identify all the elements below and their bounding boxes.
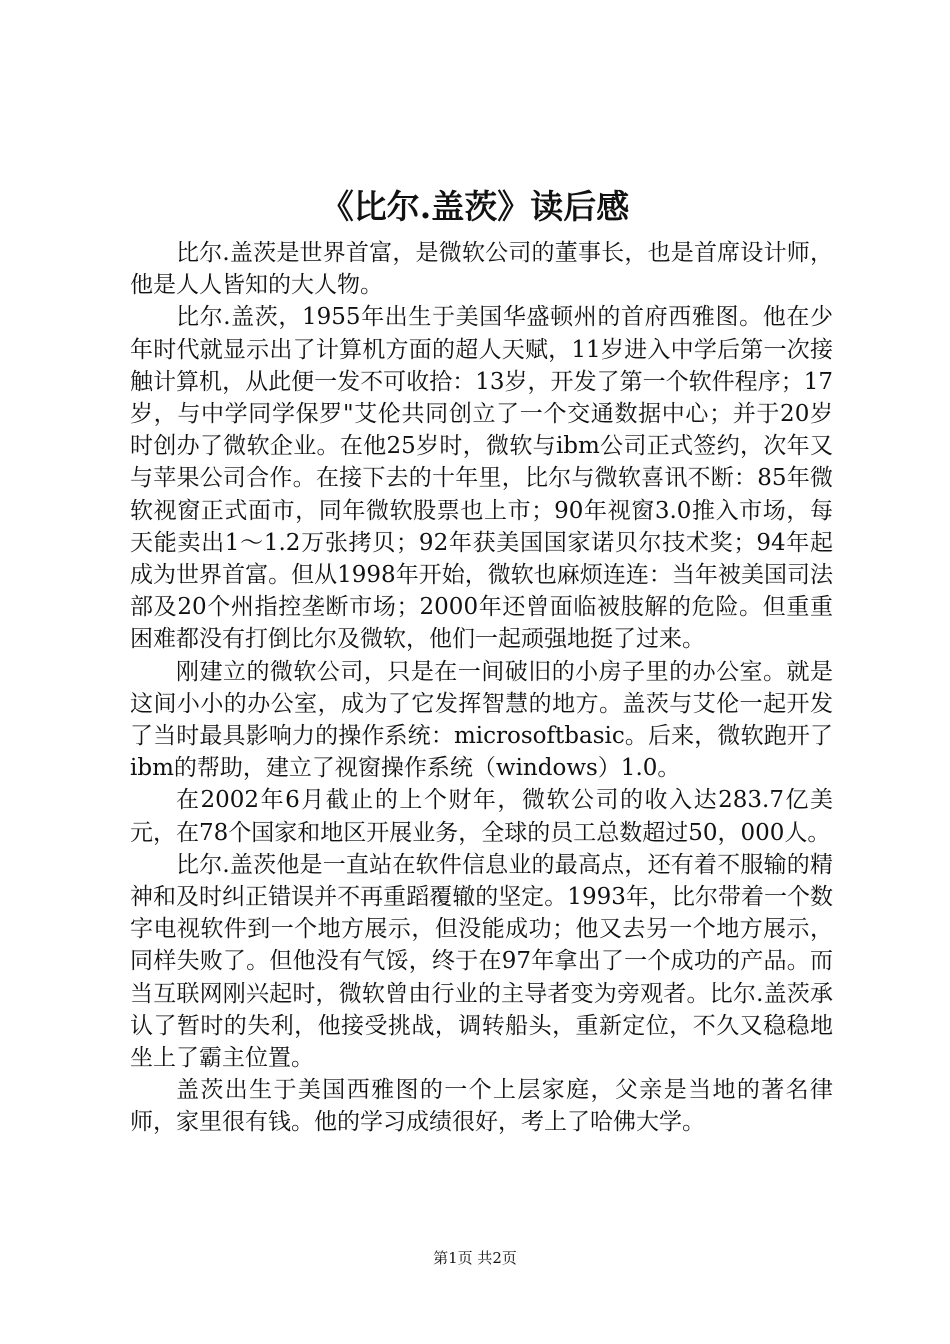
paragraph-intro: 比尔.盖茨是世界首富，是微软公司的董事长，也是首席设计师，他是人人皆知的大人物。 xyxy=(130,240,833,299)
document-title: 《比尔.盖茨》读后感 xyxy=(320,187,630,226)
paragraph-early-company: 刚建立的微软公司，只是在一间破旧的小房子里的办公室。就是这间小小的办公室，成为了它发挥智慧的地方。盖茨与艾伦一起开发了当时最具影响力的操作系统：microsoftbasic。后来，微软跑开了ibm的帮助，建立了视窗操作系统（windows）1.0。 xyxy=(130,658,833,782)
paragraph-perseverance: 比尔.盖茨他是一直站在软件信息业的最高点，还有着不服输的精神和及时纠正错误并不再重蹈覆辙的坚定。1993年，比尔带着一个数字电视软件到一个地方展示，但没能成功；他又去另一个地方展示，同样失败了。但他没有气馁，终于在97年拿出了一个成功的产品。而当互联网刚兴起时，微软曾由行业的主导者变为旁观者。比尔.盖茨承认了暂时的失利，他接受挑战，调转船头，重新定位，不久又稳稳地坐上了霸主位置。 xyxy=(130,851,833,1072)
document-body xyxy=(130,237,833,1139)
page-number-footer: 第1页 共2页 xyxy=(433,1249,517,1267)
paragraph-biography: 比尔.盖茨，1955年出生于美国华盛顿州的首府西雅图。他在少年时代就显示出了计算机方面的超人天赋，11岁进入中学后第一次接触计算机，从此便一发不可收拾：13岁，开发了第一个软件程序；17岁，与中学同学保罗"艾伦共同创立了一个交通数据中心；并于20岁时创办了微软企业。在他25岁时，微软与ibm公司正式签约，次年又与苹果公司合作。在接下去的十年里，比尔与微软喜讯不断：85年微软视窗正式面市，同年微软股票也上市；90年视窗3.0推入市场，每天能卖出1～1.2万张拷贝；92年获美国国家诺贝尔技术奖；94年起成为世界首富。但从1998年开始，微软也麻烦连连：当年被美国司法部及20个州指控垄断市场；2000年还曾面临被肢解的危险。但重重困难都没有打倒比尔及微软，他们一起顽强地挺了过来。 xyxy=(130,304,833,653)
paragraph-family: 盖茨出生于美国西雅图的一个上层家庭，父亲是当地的著名律师，家里很有钱。他的学习成绩很好，考上了哈佛大学。 xyxy=(130,1077,833,1136)
paragraph-revenue: 在2002年6月截止的上个财年，微软公司的收入达283.7亿美元，在78个国家和地区开展业务，全球的员工总数超过50，000人。 xyxy=(130,787,833,846)
